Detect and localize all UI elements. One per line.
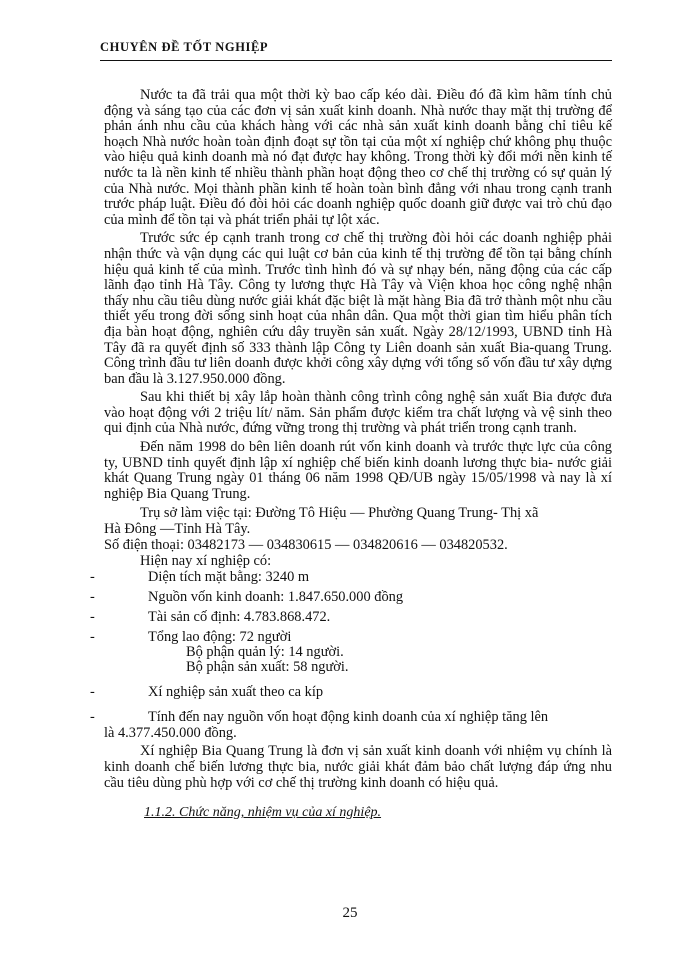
address-line-2: Hà Đông —Tỉnh Hà Tây. [104, 521, 251, 538]
fact-item [90, 629, 612, 646]
labor-production: Bộ phận sản xuất: 58 người. [186, 659, 349, 676]
bullet-dash: - [90, 709, 95, 726]
header-divider [100, 60, 612, 61]
fact-item [90, 589, 612, 606]
capital-line-2: là 4.377.450.000 đồng. [104, 725, 237, 742]
facts-intro: Hiện nay xí nghiệp có: [140, 553, 272, 570]
bullet-dash: - [90, 609, 95, 626]
page-header: CHUYÊN ĐỀ TỐT NGHIỆP [100, 40, 269, 54]
section-heading: 1.1.2. Chức năng, nhiệm vụ của xí nghiệp. [144, 805, 382, 821]
fact-item [90, 569, 612, 586]
bullet-dash: - [90, 589, 95, 606]
bullet-dash: - [90, 569, 95, 586]
fact-area: Diện tích mặt bằng: 3240 m [148, 569, 310, 586]
fact-capital: Nguồn vốn kinh doanh: 1.847.650.000 đồng [148, 589, 404, 606]
document-body [90, 87, 612, 821]
fact-item [90, 709, 612, 726]
address-line-1: Trụ sở làm việc tại: Đường Tô Hiệu — Phường Quang Trung- Thị xã [140, 505, 539, 522]
paragraph-3: Sau khi thiết bị xây lắp hoàn thành công trình công nghệ sản xuất Bia được đưa vào hoạt động với 2 triệu lít/ năm. Sản phẩm được kiểm tra chất lượng và vệ sinh theo qui định của Nhà nước, đứng vững trong thị trường và phát triển trong cạnh tranh. [104, 389, 612, 437]
labor-management: Bộ phận quản lý: 14 người. [186, 644, 344, 661]
fact-fixed-assets: Tài sản cố định: 4.783.868.472. [148, 609, 331, 626]
paragraph-4: Đến năm 1998 do bên liên doanh rút vốn kinh doanh và trước thực lực của công ty, UBND tỉnh quyết định lập xí nghiệp chế biến kinh doanh lương thực bia- nước giải khát Quang Trung ngày 01 tháng 06 năm 1998 QĐ/UB ngày 15/05/1998 và nay là xí nghiệp Bia Quang Trung. [104, 439, 612, 502]
fact-item [90, 609, 612, 626]
closing-paragraph: Xí nghiệp Bia Quang Trung là đơn vị sản xuất kinh doanh với nhiệm vụ chính là kinh doanh chế biến lương thực bia, nước giải khát đảm bảo chất lượng đáp ứng nhu cầu tiêu dùng phù hợp với cơ chế thị trường kinh doanh có hiệu quả. [104, 743, 612, 791]
phone-line: Số điện thoại: 03482173 — 034830615 — 034820616 — 034820532. [104, 537, 508, 554]
fact-shift-work: Xí nghiệp sản xuất theo ca kíp [148, 684, 324, 701]
fact-labor: Tổng lao động: 72 người [148, 629, 292, 646]
paragraph-2: Trước sức ép cạnh tranh trong cơ chế thị trường đòi hỏi các doanh nghiệp phải nhận thức và vận dụng các qui luật cơ bản của kinh tế thị trường để tồn tại bằng chính hiệu quả kinh tế của mình. Trước tình hình đó và sự nhạy bén, năng động của các cấp lãnh đạo tỉnh Hà Tây. Công ty lương thực Hà Tây và Viện khoa học công nghệ nhận thấy nhu cầu tiêu dùng nước giải khát đặc biệt là mặt hàng Bia đã trở thành một nhu cầu thiết yếu trong đời sống sinh hoạt của nhân dân. Qua một thời gian tìm hiểu phân tích địa bàn hoạt động, nghiên cứu dây truyền sản xuất. Ngày 28/12/1993, UBND tỉnh Hà Tây đã ra quyết định số 333 thành lập Công ty Liên doanh sản xuất Bia-quang Trung. Công trình đầu tư liên doanh được khởi công xây dựng với tổng số vốn đầu tư xây dựng ban đầu là 3.127.950.000 đồng. [104, 230, 612, 387]
page-number: 25 [342, 905, 358, 921]
fact-capital-growth: Tính đến nay nguồn vốn hoạt động kinh doanh của xí nghiệp tăng lên [148, 709, 549, 726]
paragraph-1: Nước ta đã trải qua một thời kỳ bao cấp kéo dài. Điều đó đã kìm hãm tính chủ động và sáng tạo của các đơn vị sản xuất kinh doanh. Nhà nước thay mặt thị trường để phản ánh nhu cầu của khách hàng với các nhà sản xuất kinh doanh bằng chỉ tiêu kế hoạch Nhà nước hoàn toàn định đoạt sự tồn tại của một xí nghiệp chứ không phụ thuộc vào hiệu quả kinh doanh mà nó đạt được hay không. Trong thời kỳ đổi mới nền kinh tế nước ta là nền kinh tế nhiều thành phần hoạt động theo cơ chế thị trường có sự quản lý của Nhà nước. Mọi thành phần kinh tế hoàn toàn bình đẳng với nhau trong cạnh tranh trước pháp luật. Điều đó đòi hỏi các doanh nghiệp quốc doanh giữ được vai trò chủ đạo của mình để tồn tại và phát triển phải tự lột xác. [104, 87, 612, 228]
bullet-dash: - [90, 684, 95, 701]
fact-item [90, 684, 612, 701]
bullet-dash: - [90, 629, 95, 646]
